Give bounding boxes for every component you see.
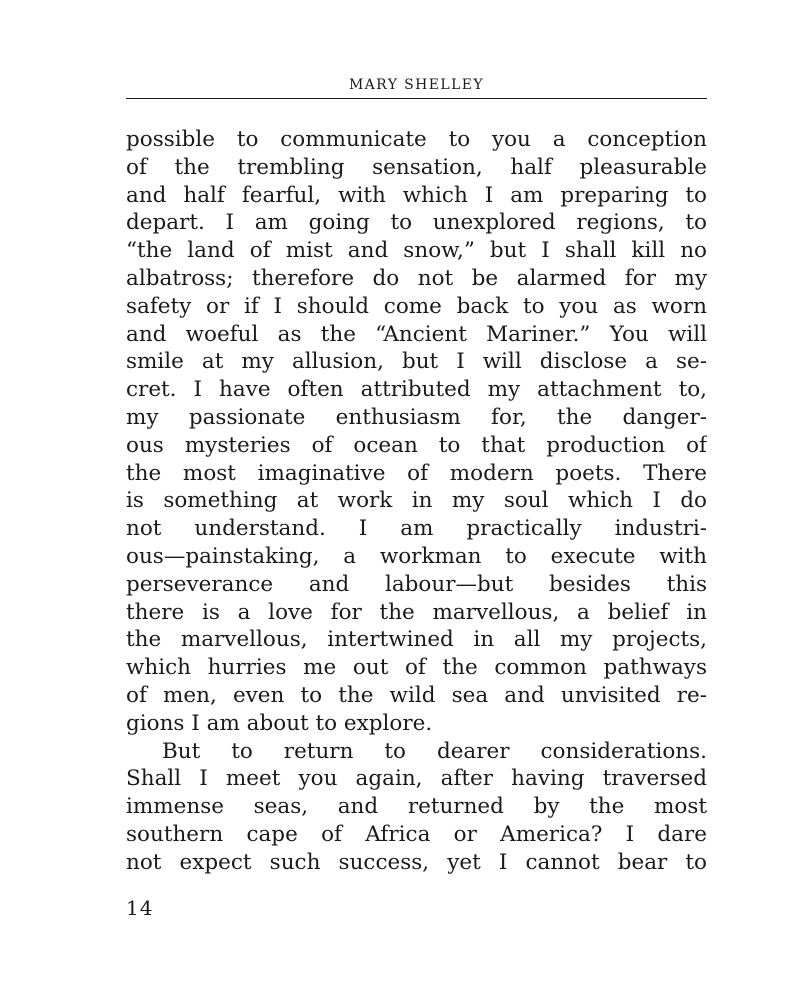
text-line: is something at work in my soul which I do [126, 488, 707, 514]
text-line: there is a love for the marvellous, a belief in [126, 599, 707, 625]
text-line: perseverance and labour—but besides this [126, 571, 707, 597]
text-line: southern cape of Africa or America? I dare [126, 821, 707, 847]
text-line: smile at my allusion, but I will disclose a se- [126, 349, 707, 375]
header-rule [126, 98, 707, 99]
text-line: possible to communicate to you a conception [126, 127, 707, 152]
text-line: depart. I am going to unexplored regions, to [126, 210, 707, 236]
text-line: of men, even to the wild sea and unvisited re- [126, 682, 707, 708]
text-line: not understand. I am practically industri- [126, 516, 707, 542]
text-line: my passionate enthusiasm for, the danger- [126, 404, 707, 430]
text-line: Shall I meet you again, after having traversed [126, 766, 707, 792]
text-line: “the land of mist and snow,” but I shall kill no [126, 238, 707, 264]
text-line: and woeful as the “Ancient Mariner.” You will [126, 321, 707, 347]
text-line: ous—painstaking, a workman to execute with [126, 543, 707, 569]
text-line: cret. I have often attributed my attachment to, [126, 377, 707, 403]
text-line: ous mysteries of ocean to that production of [126, 432, 707, 458]
text-line: safety or if I should come back to you as worn [126, 293, 707, 319]
text-line: not expect such success, yet I cannot bear to [126, 849, 707, 875]
text-line: albatross; therefore do not be alarmed for my [126, 265, 707, 291]
text-line: the most imaginative of modern poets. There [126, 460, 707, 486]
text-line: and half fearful, with which I am preparing to [126, 182, 707, 208]
body-text [126, 126, 707, 877]
text-line: gions I am about to explore. [126, 710, 433, 736]
text-line: the marvellous, intertwined in all my projects, [126, 627, 707, 653]
page-number: 14 [126, 896, 154, 920]
text-line: But to return to dearer considerations. [162, 738, 707, 764]
text-line: of the trembling sensation, half pleasurable [126, 154, 707, 180]
running-head: MARY SHELLEY [348, 77, 485, 93]
text-line: which hurries me out of the common pathways [126, 655, 707, 681]
text-line: immense seas, and returned by the most [126, 794, 707, 820]
